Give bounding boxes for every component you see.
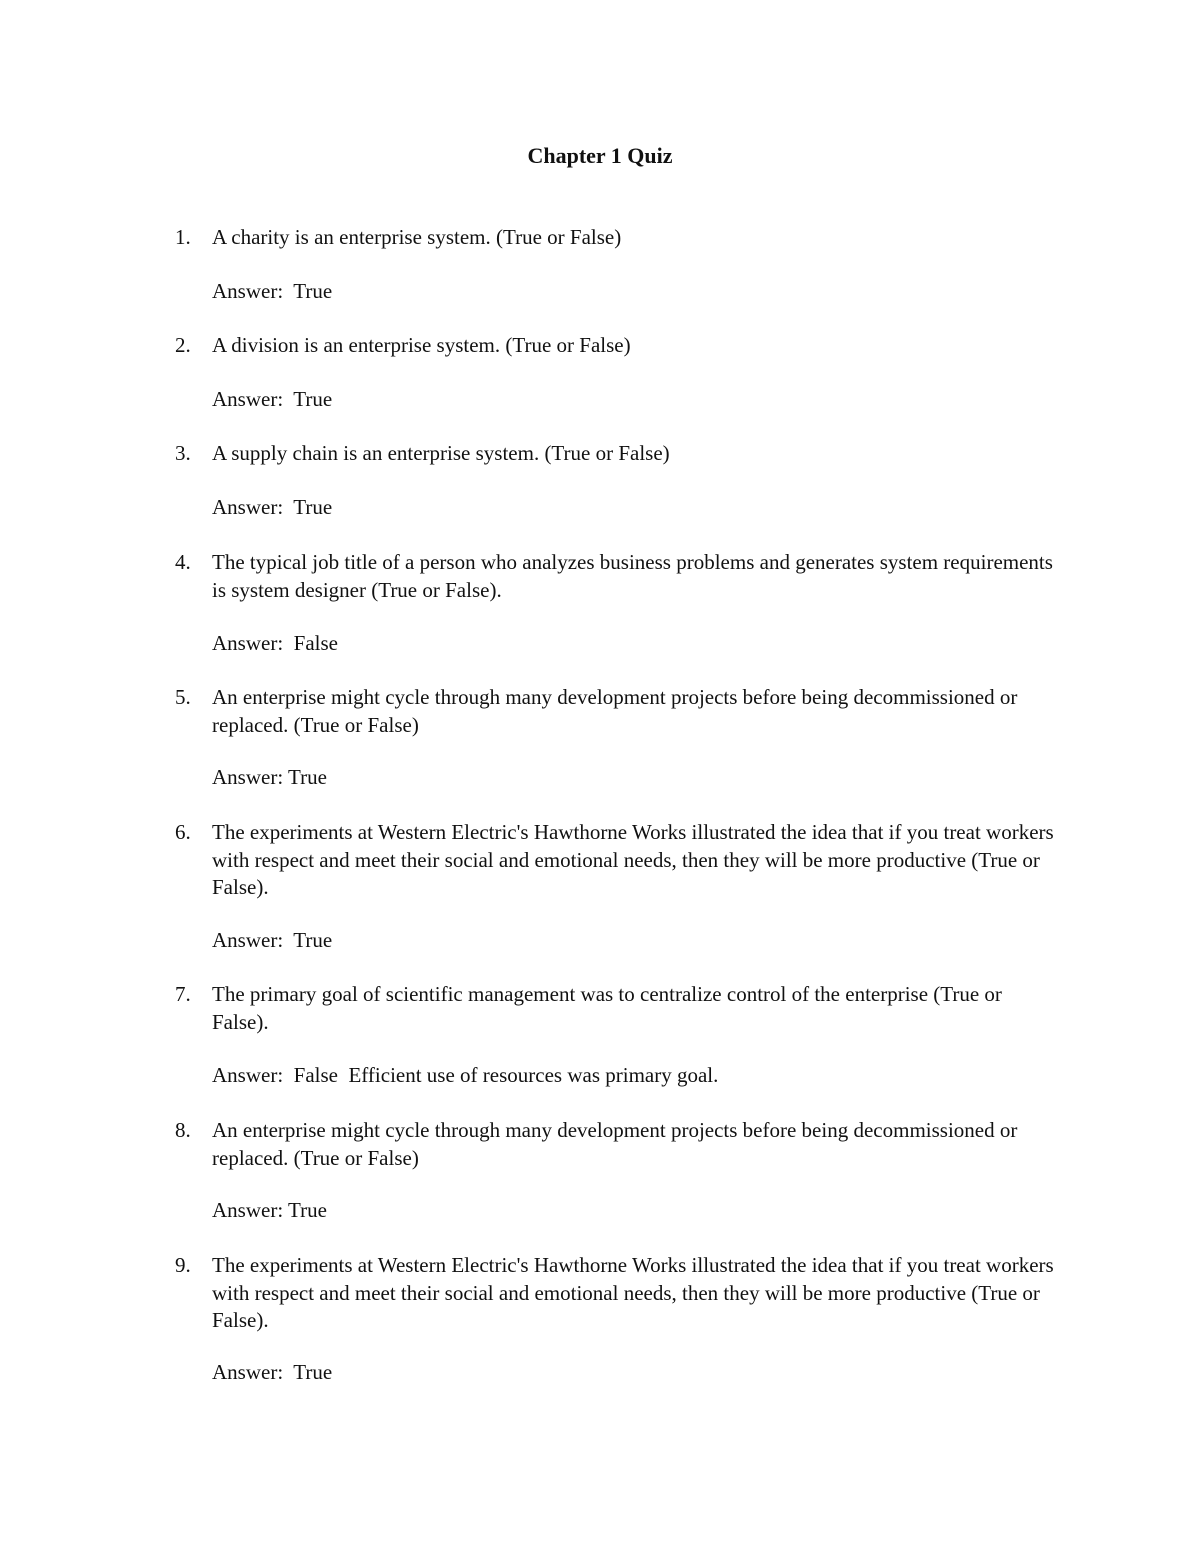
- question-text: The experiments at Western Electric's Hawthorne Works illustrated the idea that if you treat workers with respect and meet their social and emotional needs, then they will be more productive (True or False).: [212, 1253, 1054, 1332]
- question-text: A supply chain is an enterprise system. (True or False): [212, 441, 670, 465]
- question-number: 5.: [175, 685, 191, 709]
- answer-text: Answer: True: [212, 928, 333, 952]
- question-number: 4.: [175, 550, 191, 574]
- question-number: 1.: [175, 225, 191, 249]
- question-number: 9.: [175, 1253, 191, 1277]
- answer-text: Answer: True: [212, 279, 333, 303]
- page-title: Chapter 1 Quiz: [527, 143, 673, 168]
- question-number: 6.: [175, 820, 191, 844]
- question-text: The primary goal of scientific management was to centralize control of the enterprise (True or False).: [212, 982, 1002, 1034]
- answer-text: Answer: True: [212, 387, 333, 411]
- answer-text: Answer: True: [212, 1198, 327, 1222]
- answer-text: Answer: True: [212, 765, 327, 789]
- answer-text: Answer: False Efficient use of resources was primary goal.: [212, 1063, 719, 1087]
- answer-text: Answer: True: [212, 495, 333, 519]
- question-number: 8.: [175, 1118, 191, 1142]
- answer-text: Answer: True: [212, 1360, 333, 1384]
- answer-text: Answer: False: [212, 631, 338, 655]
- question-text: An enterprise might cycle through many development projects before being decommissioned or replaced. (True or False): [212, 1118, 1018, 1170]
- question-text: A charity is an enterprise system. (True or False): [212, 225, 622, 249]
- question-number: 2.: [175, 333, 191, 357]
- question-text: A division is an enterprise system. (True or False): [212, 333, 631, 357]
- question-text: An enterprise might cycle through many development projects before being decommissioned or replaced. (True or False): [212, 685, 1018, 737]
- question-text: The typical job title of a person who analyzes business problems and generates system requirements is system designer (True or False).: [212, 550, 1053, 602]
- question-number: 3.: [175, 441, 191, 465]
- question-text: The experiments at Western Electric's Hawthorne Works illustrated the idea that if you treat workers with respect and meet their social and emotional needs, then they will be more productive (True or False).: [212, 820, 1054, 899]
- question-number: 7.: [175, 982, 191, 1006]
